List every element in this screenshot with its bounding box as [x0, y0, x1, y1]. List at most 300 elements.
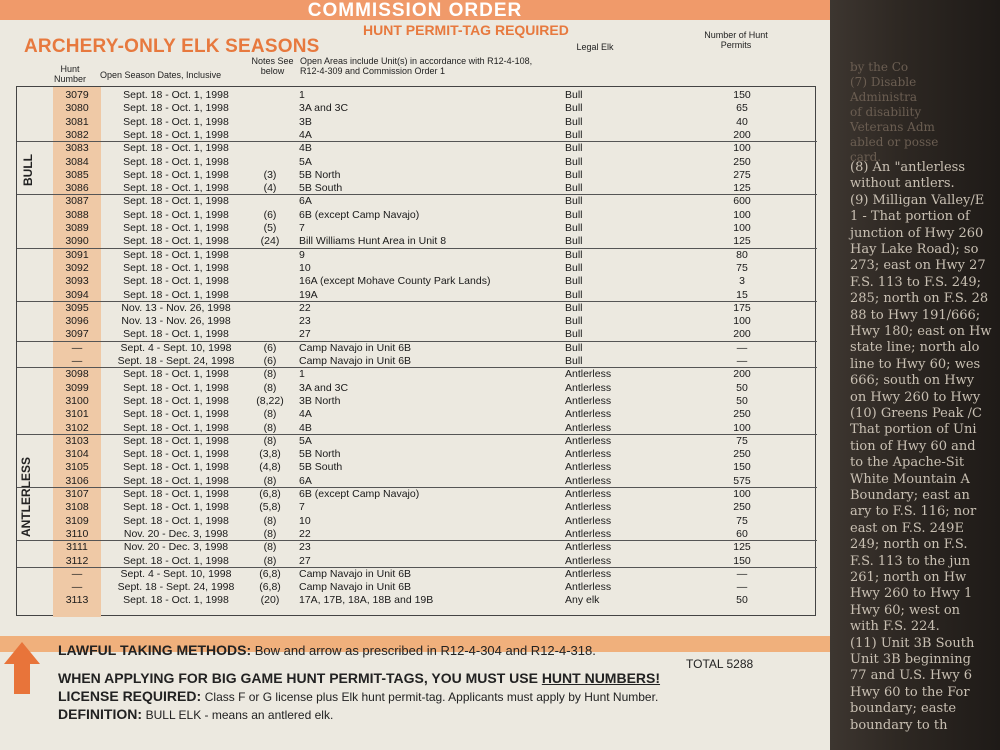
notes-cell: (8) — [263, 554, 277, 567]
hunt-permits-cell: 575 — [733, 474, 751, 487]
open-area-cell: 1 — [299, 368, 305, 381]
season-dates-cell: Sept. 18 - Oct. 1, 1998 — [123, 448, 229, 461]
hunt-number-cell: — — [71, 341, 83, 354]
hunt-permits-cell: 100 — [733, 222, 751, 234]
season-dates-cell: Sept. 18 - Oct. 1, 1998 — [123, 235, 229, 248]
legal-elk-cell: Bull — [565, 301, 583, 314]
hunt-permits-cell: — — [736, 581, 748, 594]
notes-cell: (8) — [263, 368, 277, 381]
adjacent-page-line: White Mountain A — [850, 471, 970, 487]
table-row — [17, 581, 817, 594]
open-area-cell: Camp Navajo in Unit 6B — [299, 567, 412, 580]
adjacent-page-line: on Hwy 260 to Hwy — [850, 389, 981, 405]
adjacent-page-line: Hwy 60; west on — [850, 602, 961, 618]
hunt-permits-cell: 175 — [733, 301, 751, 314]
legal-elk-cell: Antlerless — [565, 527, 612, 540]
hunt-number-cell: 3093 — [65, 275, 89, 288]
hunt-permits-cell: 125 — [733, 182, 751, 195]
legal-elk-cell: Antlerless — [565, 368, 612, 381]
hunt-number-cell: 3080 — [65, 102, 89, 115]
hunt-permits-cell: 40 — [736, 115, 748, 128]
hunt-permits-cell: 75 — [736, 514, 748, 527]
table-row — [17, 235, 817, 248]
hunt-number-cell: 3083 — [65, 142, 89, 155]
hunt-permits-cell: 100 — [733, 208, 751, 221]
notes-cell: (4) — [263, 182, 277, 195]
open-area-cell: 9 — [299, 248, 305, 261]
legal-elk-cell: Bull — [565, 102, 583, 115]
hunt-permits-cell: 60 — [736, 527, 748, 540]
open-area-cell: 3B North — [299, 394, 341, 407]
open-area-cell: 27 — [299, 328, 311, 341]
hunt-permits-cell: 250 — [733, 408, 751, 421]
definition-label: DEFINITION: — [58, 706, 142, 722]
hunt-numbers-emphasis: HUNT NUMBERS! — [541, 670, 661, 686]
notes-cell: (6,8) — [259, 488, 281, 500]
hunt-permits-cell: 100 — [733, 142, 751, 155]
adjacent-page-line: with F.S. 224. — [850, 619, 940, 635]
open-area-cell: 3B — [299, 115, 312, 128]
season-dates-cell: Sept. 18 - Oct. 1, 1998 — [123, 222, 229, 234]
hunt-permits-cell: 275 — [733, 168, 751, 181]
notes-cell: (8) — [263, 408, 277, 421]
table-row — [17, 116, 817, 129]
open-area-cell: 10 — [299, 514, 311, 527]
table-row — [17, 142, 817, 155]
legal-elk-cell: Bull — [565, 341, 583, 354]
hunt-number-cell: 3099 — [65, 381, 89, 394]
lawful-methods-line — [58, 642, 596, 658]
legal-elk-cell: Antlerless — [565, 394, 612, 407]
table-row — [17, 102, 817, 115]
legal-elk-cell: Antlerless — [565, 448, 612, 461]
license-required-text: Class F or G license plus Elk hunt permit-tag. Applicants must apply by Hunt Number. — [204, 690, 659, 704]
hunt-number-cell: — — [71, 567, 83, 580]
hunt-permits-cell: 150 — [733, 89, 751, 101]
legal-elk-cell: Antlerless — [565, 567, 612, 580]
hunt-number-cell: 3089 — [65, 222, 89, 234]
hunt-permits-cell: 80 — [736, 248, 748, 261]
adjacent-page-line: (10) Greens Peak /C — [850, 406, 982, 421]
notes-cell: (8) — [263, 434, 277, 447]
adjacent-page-line: state line; north alo — [850, 340, 980, 356]
legal-elk-cell: Bull — [565, 155, 583, 168]
season-dates-cell: Sept. 18 - Oct. 1, 1998 — [123, 514, 229, 527]
hunt-permits-cell: 250 — [733, 155, 751, 168]
adjacent-page-faded-line: Veterans Adm — [850, 120, 935, 134]
open-area-cell: 22 — [299, 527, 311, 540]
table-row — [17, 515, 817, 528]
open-area-cell: 23 — [299, 315, 311, 328]
notes-cell: (6) — [263, 355, 277, 367]
legal-elk-cell: Bull — [565, 315, 583, 328]
notes-cell: (8) — [263, 381, 277, 394]
season-dates-cell: Sept. 18 - Oct. 1, 1998 — [123, 368, 229, 381]
adjacent-page-line: 249; north on F.S. — [850, 537, 968, 553]
adjacent-page-line: to the Apache-Sit — [850, 455, 965, 471]
hunt-number-cell: 3105 — [65, 461, 89, 474]
legal-elk-cell: Antlerless — [565, 514, 612, 527]
season-dates-cell: Sept. 18 - Oct. 1, 1998 — [123, 394, 229, 407]
adjacent-page-line: F.S. 113 to the jun — [850, 553, 971, 569]
hunt-permits-cell: 125 — [733, 235, 751, 248]
table-row — [17, 475, 817, 488]
hunt-permits-cell: — — [736, 341, 748, 354]
table-row — [17, 328, 817, 341]
hunt-number-cell: 3095 — [65, 301, 89, 314]
table-row — [17, 169, 817, 182]
notes-cell: (5,8) — [259, 501, 281, 514]
hunt-number-cell: 3108 — [65, 501, 89, 514]
adjacent-page-line: F.S. 113 to F.S. 249; — [850, 274, 981, 290]
hunt-number-cell: 3086 — [65, 182, 89, 195]
open-area-cell: 7 — [299, 501, 305, 514]
open-area-cell: 19A — [299, 288, 318, 301]
hunt-number-cell: 3084 — [65, 155, 89, 168]
table-row — [17, 209, 817, 222]
open-area-cell: 6A — [299, 474, 312, 487]
open-area-cell: 16A (except Mohave County Park Lands) — [299, 275, 491, 288]
season-dates-cell: Sept. 18 - Oct. 1, 1998 — [123, 461, 229, 474]
season-dates-cell: Sept. 18 - Oct. 1, 1998 — [123, 488, 229, 500]
adjacent-page — [830, 0, 1000, 750]
season-dates-cell: Sept. 18 - Oct. 1, 1998 — [123, 155, 229, 168]
open-area-cell: Camp Navajo in Unit 6B — [299, 355, 412, 367]
adjacent-page-line: east on F.S. 249E — [850, 520, 964, 536]
hunt-permits-cell: — — [736, 567, 748, 580]
open-area-cell: Camp Navajo in Unit 6B — [299, 341, 412, 354]
adjacent-page-line: 1 - That portion of — [850, 209, 970, 225]
notes-cell: (24) — [260, 235, 280, 248]
hunt-number-cell: — — [71, 355, 83, 367]
hunt-number-cell: 3107 — [65, 488, 89, 500]
open-area-cell: 4B — [299, 142, 312, 155]
hunt-number-cell: 3082 — [65, 128, 89, 141]
hunt-permits-cell: 75 — [736, 261, 748, 274]
notes-cell: (8,22) — [256, 394, 284, 407]
header-open-areas: Open Areas include Unit(s) in accordance with R12-4-108, R12-4-309 and Commission Order 1 — [300, 56, 533, 76]
season-dates-cell: Sept. 4 - Sept. 10, 1998 — [120, 567, 232, 580]
notes-cell: (8) — [263, 541, 277, 554]
adjacent-page-faded-line: card. — [850, 150, 882, 164]
legal-elk-cell: Antlerless — [565, 381, 612, 394]
table-row — [17, 195, 817, 208]
table-row — [17, 182, 817, 195]
hunt-number-cell: 3088 — [65, 208, 89, 221]
legal-elk-cell: Bull — [565, 168, 583, 181]
legal-elk-cell: Antlerless — [565, 408, 612, 421]
legal-elk-cell: Bull — [565, 328, 583, 341]
hunt-permits-cell: 100 — [733, 488, 751, 500]
hunt-permits-cell: 200 — [733, 328, 751, 341]
table-row — [17, 382, 817, 395]
hunt-number-cell: 3091 — [65, 248, 89, 261]
open-area-cell: 27 — [299, 554, 311, 567]
hunt-number-cell: 3102 — [65, 421, 89, 434]
table-row — [17, 342, 817, 355]
notes-cell: (6,8) — [259, 567, 281, 580]
season-dates-cell: Sept. 18 - Oct. 1, 1998 — [123, 128, 229, 141]
legal-elk-cell: Bull — [565, 195, 583, 208]
notes-cell: (8) — [263, 421, 277, 434]
adjacent-page-line: Hay Lake Road); so — [850, 242, 979, 257]
adjacent-page-line: 273; east on Hwy 27 — [850, 258, 986, 274]
open-area-cell: 4A — [299, 128, 312, 141]
season-dates-cell: Sept. 18 - Oct. 1, 1998 — [123, 275, 229, 288]
season-dates-cell: Nov. 20 - Dec. 3, 1998 — [123, 541, 229, 554]
hunt-permits-cell: 200 — [733, 128, 751, 141]
table-row — [17, 568, 817, 581]
hunt-permits-cell: 250 — [733, 501, 751, 514]
legal-elk-cell: Antlerless — [565, 581, 612, 594]
notes-cell: (3,8) — [259, 448, 281, 461]
hunt-number-cell: 3090 — [65, 235, 89, 248]
open-area-cell: Bill Williams Hunt Area in Unit 8 — [299, 235, 447, 248]
adjacent-page-line: Unit 3B beginning — [850, 652, 971, 667]
season-dates-cell: Sept. 18 - Oct. 1, 1998 — [123, 248, 229, 261]
table-row — [17, 501, 817, 514]
table-row — [17, 408, 817, 421]
open-area-cell: 5B South — [299, 461, 343, 474]
notes-cell: (20) — [260, 594, 280, 607]
total-label: TOTAL — [686, 657, 724, 671]
legal-elk-cell: Antlerless — [565, 461, 612, 474]
hunt-permits-cell: 150 — [733, 554, 751, 567]
legal-elk-cell: Bull — [565, 275, 583, 288]
open-area-cell: 7 — [299, 222, 305, 234]
table-row — [17, 435, 817, 448]
hunt-permits-cell: 15 — [736, 288, 748, 301]
season-dates-cell: Sept. 18 - Oct. 1, 1998 — [123, 434, 229, 447]
hunt-permits-cell: 50 — [736, 381, 748, 394]
season-dates-cell: Sept. 18 - Oct. 1, 1998 — [123, 195, 229, 208]
season-dates-cell: Sept. 18 - Oct. 1, 1998 — [123, 102, 229, 115]
adjacent-page-line: boundary to th — [850, 717, 948, 733]
section-label-bull: BULL — [21, 154, 35, 186]
adjacent-page-faded-line: of disability — [850, 105, 922, 119]
hunt-permits-cell: 50 — [736, 594, 748, 607]
hunt-number-cell: 3106 — [65, 474, 89, 487]
hunt-number-cell: 3094 — [65, 288, 89, 301]
header-notes: Notes See below — [251, 56, 294, 76]
hunt-permits-cell: 150 — [733, 461, 751, 474]
season-dates-cell: Sept. 18 - Oct. 1, 1998 — [123, 261, 229, 274]
hunt-permits-cell: 250 — [733, 448, 751, 461]
legal-elk-cell: Antlerless — [565, 474, 612, 487]
open-area-cell: 5B North — [299, 168, 341, 181]
open-area-cell: 22 — [299, 301, 311, 314]
season-dates-cell: Sept. 18 - Oct. 1, 1998 — [123, 594, 229, 607]
legal-elk-cell: Bull — [565, 355, 583, 367]
legal-elk-cell: Bull — [565, 89, 583, 101]
adjacent-page-line: 88 to Hwy 191/666; — [850, 307, 981, 323]
table-row — [17, 275, 817, 288]
license-required-label: LICENSE REQUIRED: — [58, 688, 202, 704]
notes-cell: (3) — [263, 168, 277, 181]
season-dates-cell: Sept. 18 - Oct. 1, 1998 — [123, 381, 229, 394]
season-dates-cell: Sept. 18 - Sept. 24, 1998 — [117, 581, 235, 594]
open-area-cell: 1 — [299, 89, 305, 101]
hunt-permits-cell: 200 — [733, 368, 751, 381]
hunt-permit-subtitle: HUNT PERMIT-TAG REQUIRED — [363, 22, 569, 38]
adjacent-page-faded-line: Administra — [850, 90, 918, 104]
section-label-antlerless: ANTLERLESS — [19, 456, 33, 537]
header-dates: Open Season Dates, Inclusive — [100, 70, 222, 80]
season-dates-cell: Sept. 18 - Oct. 1, 1998 — [123, 328, 229, 341]
legal-elk-cell: Bull — [565, 288, 583, 301]
legal-elk-cell: Antlerless — [565, 434, 612, 447]
license-required-line — [58, 688, 658, 704]
adjacent-page-line: 666; south on Hwy — [850, 373, 975, 389]
hunt-number-cell: 3112 — [65, 554, 89, 567]
open-area-cell: 6A — [299, 195, 312, 208]
open-area-cell: 23 — [299, 541, 311, 554]
hunt-permits-cell: 100 — [733, 315, 751, 328]
open-area-cell: 3A and 3C — [299, 381, 349, 394]
notes-cell: (8) — [263, 514, 277, 527]
adjacent-page-line: junction of Hwy 260 — [850, 225, 984, 241]
legal-elk-cell: Bull — [565, 142, 583, 155]
table-row — [17, 302, 817, 315]
notes-cell: (8) — [263, 474, 277, 487]
notes-cell: (6,8) — [259, 581, 281, 594]
adjacent-page-line: Hwy 180; east on Hw — [850, 324, 992, 339]
open-area-cell: 10 — [299, 261, 311, 274]
season-dates-cell: Sept. 18 - Oct. 1, 1998 — [123, 182, 229, 195]
adjacent-page-line: 261; north on Hw — [850, 570, 967, 585]
open-area-cell: Camp Navajo in Unit 6B — [299, 581, 412, 594]
header-legal-elk: Legal Elk — [576, 42, 614, 52]
definition-text: BULL ELK - means an antlered elk. — [145, 708, 334, 722]
open-area-cell: 17A, 17B, 18A, 18B and 19B — [299, 594, 434, 607]
adjacent-page-faded-line: by the Co — [850, 60, 909, 74]
hunt-number-cell: 3103 — [65, 434, 89, 447]
season-dates-cell: Sept. 18 - Oct. 1, 1998 — [123, 142, 229, 155]
table-row — [17, 488, 817, 501]
hunt-permits-cell: 125 — [733, 541, 751, 554]
hunt-permits-cell: 75 — [736, 434, 748, 447]
hunt-permits-cell: — — [736, 355, 748, 367]
season-dates-cell: Sept. 18 - Sept. 24, 1998 — [117, 355, 235, 367]
hunt-number-cell: 3081 — [65, 115, 89, 128]
table-row — [17, 156, 817, 169]
header-hunt-permits: Number of Hunt Permits — [704, 30, 768, 50]
legal-elk-cell: Antlerless — [565, 554, 612, 567]
hunt-number-cell: 3096 — [65, 315, 89, 328]
open-area-cell: 4B — [299, 421, 312, 434]
legal-elk-cell: Antlerless — [565, 421, 612, 434]
legal-elk-cell: Bull — [565, 115, 583, 128]
adjacent-page-line: Hwy 60 to the For — [850, 684, 970, 700]
notes-cell: (8) — [263, 527, 277, 540]
adjacent-page-line: Hwy 260 to Hwy 1 — [850, 586, 973, 602]
table-row — [17, 422, 817, 435]
legal-elk-cell: Bull — [565, 208, 583, 221]
legal-elk-cell: Bull — [565, 261, 583, 274]
adjacent-page-line: without antlers. — [850, 176, 955, 192]
adjacent-page-line: That portion of Uni — [850, 422, 977, 438]
legal-elk-cell: Bull — [565, 182, 583, 195]
season-dates-cell: Sept. 18 - Oct. 1, 1998 — [123, 89, 229, 101]
notes-cell: (6) — [263, 208, 277, 221]
lawful-methods-text: Bow and arrow as prescribed in R12-4-304 and R12-4-318. — [254, 643, 596, 658]
adjacent-page-line: (9) Milligan Valley/E — [850, 192, 985, 208]
season-dates-cell: Sept. 18 - Oct. 1, 1998 — [123, 288, 229, 301]
open-area-cell: 4A — [299, 408, 312, 421]
table-row — [17, 355, 817, 368]
table-row — [17, 289, 817, 302]
table-row — [17, 315, 817, 328]
hunt-number-cell: 3110 — [65, 527, 89, 540]
hunt-number-cell: 3111 — [66, 541, 88, 554]
adjacent-page-faded-line: abled or posse — [850, 135, 939, 149]
season-dates-cell: Nov. 20 - Dec. 3, 1998 — [123, 527, 229, 540]
hunt-number-cell: 3097 — [65, 328, 89, 341]
applying-notice-text: WHEN APPLYING FOR BIG GAME HUNT PERMIT-TAGS, YOU MUST USE — [58, 670, 538, 686]
season-dates-cell: Sept. 18 - Oct. 1, 1998 — [123, 421, 229, 434]
season-dates-cell: Sept. 18 - Oct. 1, 1998 — [123, 208, 229, 221]
season-dates-cell: Sept. 18 - Oct. 1, 1998 — [123, 168, 229, 181]
notes-cell: (5) — [263, 222, 277, 234]
adjacent-page-line: ary to F.S. 116; nor — [850, 504, 977, 520]
page-title: ARCHERY-ONLY ELK SEASONS — [24, 36, 320, 57]
hunt-number-cell: 3104 — [65, 448, 89, 461]
table-row — [17, 541, 817, 554]
season-dates-cell: Nov. 13 - Nov. 26, 1998 — [121, 301, 231, 314]
definition-line — [58, 706, 333, 722]
hunt-permits-cell: 50 — [736, 394, 748, 407]
table-row — [17, 368, 817, 381]
table-row — [17, 395, 817, 408]
open-area-cell: 5A — [299, 155, 312, 168]
hunt-number-cell: 3085 — [65, 168, 89, 181]
hunt-permits-cell: 3 — [739, 275, 745, 288]
hunt-number-cell: — — [71, 581, 83, 594]
adjacent-page-line: Boundary; east an — [850, 488, 970, 503]
legal-elk-cell: Bull — [565, 248, 583, 261]
header-hunt-number: Hunt Number — [53, 64, 86, 84]
season-dates-cell: Sept. 18 - Oct. 1, 1998 — [123, 501, 229, 514]
table-row — [17, 594, 817, 607]
open-area-cell: 5B North — [299, 448, 341, 461]
adjacent-page-line: 285; north on F.S. 28 — [850, 291, 989, 307]
season-dates-cell: Sept. 18 - Oct. 1, 1998 — [123, 474, 229, 487]
table-row — [17, 461, 817, 474]
arrow-up-icon — [4, 642, 40, 694]
season-dates-cell: Nov. 13 - Nov. 26, 1998 — [121, 315, 231, 328]
hunt-number-cell: 3113 — [65, 594, 89, 607]
legal-elk-cell: Any elk — [565, 594, 600, 607]
notes-cell: (6) — [263, 341, 277, 354]
table-row — [17, 262, 817, 275]
open-area-cell: 6B (except Camp Navajo) — [299, 488, 420, 500]
table-row — [17, 555, 817, 568]
season-dates-cell: Sept. 18 - Oct. 1, 1998 — [123, 115, 229, 128]
lawful-methods-label: LAWFUL TAKING METHODS: — [58, 642, 252, 658]
adjacent-page-line: (11) Unit 3B South — [850, 635, 975, 651]
open-area-cell: 3A and 3C — [299, 102, 349, 115]
season-dates-cell: Sept. 18 - Oct. 1, 1998 — [123, 408, 229, 421]
legal-elk-cell: Bull — [565, 222, 583, 234]
hunt-permits-cell: 65 — [736, 102, 748, 115]
hunt-number-cell: 3092 — [65, 261, 89, 274]
open-area-cell: 6B (except Camp Navajo) — [299, 208, 420, 221]
table-row — [17, 222, 817, 235]
legal-elk-cell: Antlerless — [565, 541, 612, 554]
legal-elk-cell: Antlerless — [565, 501, 612, 514]
hunt-permits-cell: 100 — [733, 421, 751, 434]
adjacent-page-line: boundary; easte — [850, 701, 957, 717]
